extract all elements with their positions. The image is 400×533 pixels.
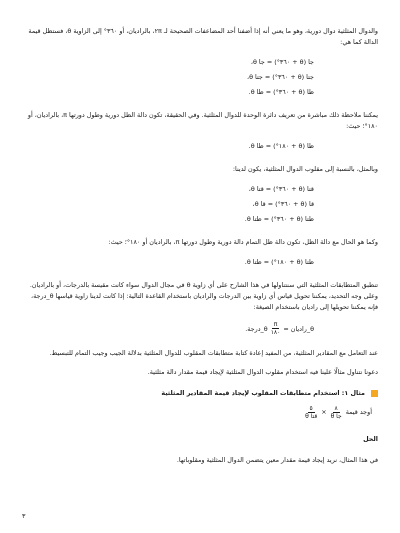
multiply-sign: × [321, 408, 327, 416]
example-heading [22, 388, 378, 399]
equation-sec-periodic: قا (θ + ٣٦٠°) = قا θ، [252, 200, 314, 208]
equation-sin-periodic: جا (θ + ٣٦٠°) = جا θ، [250, 58, 314, 66]
fraction-1-numerator: ٨ [334, 405, 338, 412]
page-number: ٣ [22, 512, 26, 520]
conversion-lhs: θ_راديان = [283, 324, 314, 333]
conversion-denominator: ١٨٠ [270, 329, 281, 336]
solution-heading: الحل [363, 435, 378, 443]
conversion-fraction [271, 321, 281, 336]
equation-csc-periodic: قتا (θ + ٣٦٠°) = قتا θ، [248, 185, 314, 193]
paragraph-identities-domain: تنطبق المتطابقات المثلثية التي سنتناولها في هذا الشارح على أي زاوية θ في مجال الدوال سواء كانت مقيسة بالدرجات، أو بالراديان. وعلى وجه التحديد، يمكننا تحويل قياس أي زاوية بين الدرجات والراديان باستخدام القاعدة التالية: إذا كانت لدينا زاوية قياسها θ_درجة، فإنه يمكننا تحويلها إلى راديان باستخدام الصيغة: [29, 281, 378, 311]
equation-tan-periodic: ظا (θ + ٣٦٠°) = ظا θ. [248, 88, 314, 96]
equation-cos-periodic: جتا (θ + ٣٦٠°) = جتا θ، [247, 73, 314, 81]
fraction-2-numerator: ٥ [309, 405, 313, 412]
equation-cot-periodic: ظتا (θ + ٣٦٠°) = ظتا θ. [244, 215, 314, 223]
example-prompt: أوجد قيمة [345, 408, 372, 416]
example-fraction-2 [305, 405, 317, 420]
equation-block-conversion [22, 321, 378, 336]
equation-degree-radian [22, 321, 378, 336]
example-fraction-1 [331, 405, 342, 420]
paragraph-periodic-intro: والدوال المثلثية دوال دورية، وهو ما يعني أنه إذا أضفنا أحد المضاعفات الصحيحة لـ ٢π، بالراديان، أو ٣٦٠° إلى الزاوية θ، فستظل قيمة الدالة كما هي: [28, 27, 378, 46]
equation-block-reciprocal [22, 183, 378, 225]
conversion-rhs: θ_درجة. [245, 324, 268, 333]
document-page [22, 26, 378, 474]
paragraph-solution: في هذا المثال، نريد إيجاد قيمة مقدار معين يتضمن الدوال المثلثية ومقلوباتها. [176, 456, 378, 464]
paragraph-reciprocal-intro: وبالمثل، بالنسبة إلى مقلوب الدوال المثلثية، يكون لدينا: [232, 165, 378, 173]
equation-block-cot [22, 256, 378, 268]
fraction-1-denominator: جا θ [330, 413, 342, 420]
paragraph-reciprocal-simplify: عند التعامل مع المقادير المثلثية، من المفيد إعادة كتابة متطابقات المقلوب للدوال المثلثية بدلالة الجيب وجيب التمام للتبسيط. [49, 349, 378, 357]
paragraph-cot-period: وكما هو الحال مع دالة الظل، تكون دالة ظل التمام دالة دورية وطول دورتها π، بالراديان أو ١٨٠°؛ حيث: [108, 238, 378, 246]
conversion-numerator: π [273, 321, 278, 328]
equation-cot-180: ظتا (θ + ١٨٠°) = ظتا θ. [244, 258, 314, 266]
equation-tan-180: ظا (θ + ١٨٠°) = ظا θ. [248, 142, 314, 150]
paragraph-example-intro: دعونا نتناول مثالًا علينا فيه استخدام مقلوب الدوال المثلثية لإيجاد قيمة مقدار دالة مثلثية. [147, 368, 378, 376]
example-expression [22, 405, 372, 420]
example-badge-icon [371, 390, 378, 397]
example-title: مثال ١: استخدام متطابقات المقلوب لإيجاد قيمة المقادير المثلثية [161, 389, 365, 397]
equation-block-tan [22, 140, 378, 152]
paragraph-tan-period: يمكننا ملاحظة ذلك مباشرة من تعريف دائرة الوحدة للدوال المثلثية. وفي الحقيقة، تكون دالة الظل دورية وطول دورتها π، بالراديان، أو ١٨٠°؛ حيث: [27, 111, 378, 130]
fraction-2-denominator: قتا θ [305, 413, 318, 420]
equation-block-periodic [22, 56, 378, 98]
